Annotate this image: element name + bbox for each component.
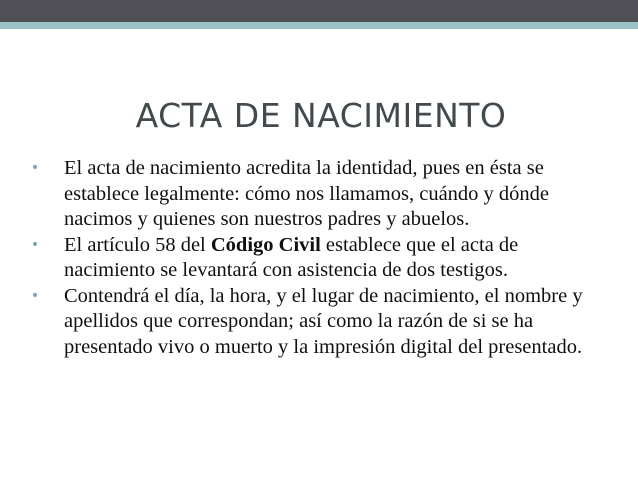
bullet-dot-icon: • xyxy=(30,236,40,253)
bullet-dot-icon: • xyxy=(30,287,40,304)
list-item-text: Contendrá el día, la hora, y el lugar de nacimiento, el nombre y apellidos que correspondan; así como la razón de si se ha presentado vivo o muerto y la impresión digital del presentado. xyxy=(64,284,583,358)
slide-title-text: ACTA DE NACIMIENTO xyxy=(135,96,507,135)
bullet-dot-icon: • xyxy=(30,160,40,176)
list-item-text-bold: Código Civil xyxy=(210,233,321,256)
list-item xyxy=(28,284,608,361)
list-item xyxy=(28,156,608,233)
list-item-text: El acta de nacimiento acredita la identidad, pues en ésta se establece legalmente: cómo nos llamamos, cuándo y dónde nacimos y quienes son nuestros padres y abuelos. xyxy=(64,157,550,230)
top-dark-band xyxy=(0,0,638,22)
bullet-list xyxy=(28,156,608,360)
list-item xyxy=(28,233,608,284)
slide-title xyxy=(0,96,638,135)
list-item-text-after: establece que el acta de nacimiento se levantará con asistencia de dos testigos. xyxy=(64,233,519,281)
list-item-text-before: El artículo 58 del xyxy=(64,233,211,256)
